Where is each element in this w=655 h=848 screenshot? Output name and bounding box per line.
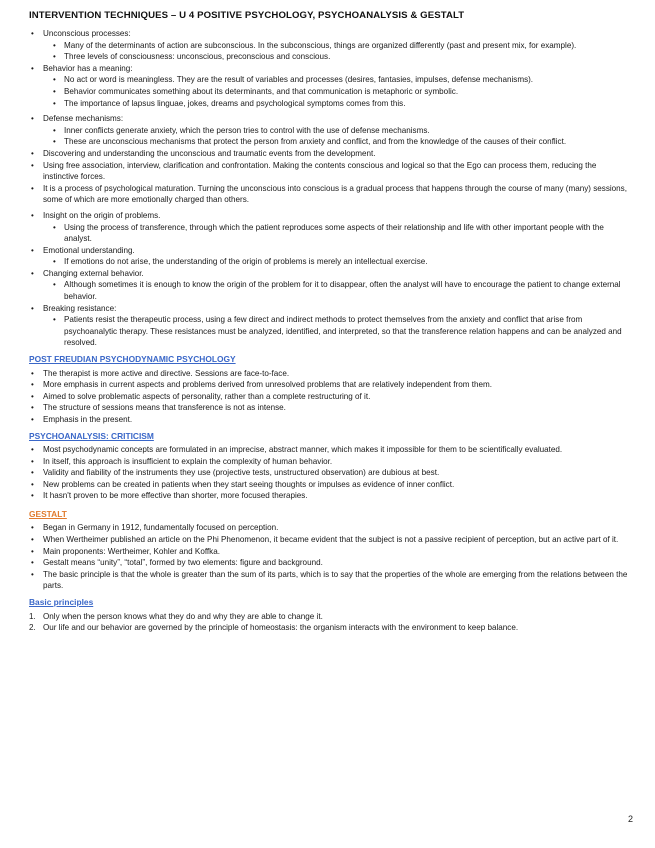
list-item: • Unconscious processes: • Many of the determinants of action are subconscious. In the subconscious, things are organized differently (past and present mix, for example). • Three levels of consciousness: unconscious, preconscious and conscious. <box>29 28 629 63</box>
list-item: • Validity and fiability of the instruments they use (projective tests, unstructured observation) are dubious at best. <box>29 467 629 479</box>
list-item: • When Wertheimer published an article on the Phi Phenomenon, it became evident that the subject is not a passive recipient of perception, but an active part of it. <box>29 534 629 546</box>
numbered-item <box>29 611 629 623</box>
sub-list-item: • Using the process of transference, through which the patient reproduces some aspects of their relationship and life with other important people with the analyst. <box>51 222 629 245</box>
sub-list-item: • No act or word is meaningless. They are the result of variables and processes (desires, fantasies, impulses, defense mechanisms). <box>51 74 629 86</box>
page-title: INTERVENTION TECHNIQUES – U 4 POSITIVE PSYCHOLOGY, PSYCHOANALYSIS & GESTALT <box>29 10 465 21</box>
list-item: • The structure of sessions means that transference is not as intense. <box>29 402 629 414</box>
document-page <box>29 10 629 634</box>
section-heading-post-freudian: POST FREUDIAN PSYCHODYNAMIC PSYCHOLOGY <box>29 354 236 365</box>
list-item: • Changing external behavior. • Although sometimes it is enough to know the origin of the problem for it to disappear, often the analyst will have to encourage the patient to change external behavior. <box>29 268 629 303</box>
list-item: • Main proponents: Wertheimer, Kohler and Koffka. <box>29 546 629 558</box>
sub-list-item: • Inner conflicts generate anxiety, which the person tries to control with the use of defense mechanisms. <box>51 125 629 137</box>
criticism-list <box>29 444 629 502</box>
list-item: • Breaking resistance: • Patients resist the therapeutic process, using a few direct and indirect methods to protect themselves from the anxiety and conflict that arise from psychoanalytic therapy. These resistances must be analyzed, identified, and interpreted, so that the transference relation happens and can be analyzed and resolved. <box>29 303 629 349</box>
list-item: • In itself, this approach is insufficient to explain the complexity of human behavior. <box>29 456 629 468</box>
item-number: 1. <box>29 611 36 621</box>
section-heading-criticism: PSYCHOANALYSIS: CRITICISM <box>29 430 154 441</box>
page-number: 2 <box>627 814 633 824</box>
list-item: • Insight on the origin of problems. • Using the process of transference, through which the patient reproduces some aspects of their relationship and life with other important people with the analyst. <box>29 210 629 245</box>
list-item: • Began in Germany in 1912, fundamentally focused on perception. <box>29 522 629 534</box>
list-item: • New problems can be created in patients when they start seeing thoughts or impulses as evidence of inner conflict. <box>29 479 629 491</box>
list-item: • Discovering and understanding the unconscious and traumatic events from the development. <box>29 148 629 160</box>
list-item: • Most psychodynamic concepts are formulated in an imprecise, abstract manner, which makes it impossible for them to be scientifically evaluated. <box>29 444 629 456</box>
sub-list-item: • If emotions do not arise, the understanding of the origin of problems is merely an intellectual exercise. <box>51 256 629 268</box>
sub-list-item: • Patients resist the therapeutic process, using a few direct and indirect methods to protect themselves from the anxiety and conflict that arise from psychoanalytic therapy. These resistances must be analyzed, identified, and interpreted, so that the transference relation happens and can be analyzed and resolved. <box>51 314 629 349</box>
basic-principles-list <box>29 611 629 634</box>
list-item: • Defense mechanisms: • Inner conflicts generate anxiety, which the person tries to control with the use of defense mechanisms. • These are unconscious mechanisms that protect the person from anxiety and conflict, and from the knowledge of the causes of their conflict. <box>29 113 629 148</box>
sub-list-item: • Although sometimes it is enough to know the origin of the problem for it to disappear, often the analyst will have to encourage the patient to change external behavior. <box>51 279 629 302</box>
sub-list-item: • Many of the determinants of action are subconscious. In the subconscious, things are organized differently (past and present mix, for example). <box>51 40 629 52</box>
list-item: • Using free association, interview, clarification and confrontation. Making the contents conscious and logical so that the Ego can process them, reducing the instinctive forces. <box>29 160 629 183</box>
sub-list-item: • Three levels of consciousness: unconscious, preconscious and conscious. <box>51 51 629 63</box>
sub-list-item: • These are unconscious mechanisms that protect the person from anxiety and conflict, and from the knowledge of the causes of their conflict. <box>51 136 629 148</box>
list-item: • It is a process of psychological maturation. Turning the unconscious into conscious is a gradual process that happens through the course of many (many) sessions, some of which are more emotionally charged than others. <box>29 183 629 206</box>
numbered-item <box>29 622 629 634</box>
list-item: • It hasn't proven to be more effective than shorter, more focused therapies. <box>29 490 629 502</box>
list-item: • The basic principle is that the whole is greater than the sum of its parts, which is to say that the properties of the whole are emerging from the relations between the parts. <box>29 569 629 592</box>
list-item: • More emphasis in current aspects and problems derived from unresolved problems that are relatively independent from them. <box>29 379 629 391</box>
section-heading-gestalt: GESTALT <box>29 508 67 519</box>
main-list <box>29 28 629 349</box>
item-text: Only when the person knows what they do and why they are able to change it. <box>43 611 323 621</box>
item-text: Our life and our behavior are governed by the principle of homeostasis: the organism interacts with the environment to keep balance. <box>43 623 519 633</box>
post-freudian-list <box>29 368 629 426</box>
list-item: • Aimed to solve problematic aspects of personality, rather than a complete restructuring of it. <box>29 391 629 403</box>
list-item: • Emotional understanding. • If emotions do not arise, the understanding of the origin of problems is merely an intellectual exercise. <box>29 245 629 268</box>
sub-list-item: • Behavior communicates something about its determinants, and that communication is metaphoric or symbolic. <box>51 86 629 98</box>
list-item: • Behavior has a meaning: • No act or word is meaningless. They are the result of variables and processes (desires, fantasies, impulses, defense mechanisms). • Behavior communicates something about its determinants, and that communication is metaphoric or symbolic. • The importance of lapsus linguae, jokes, dreams and psychological symptoms comes from this. <box>29 63 629 109</box>
list-item: • Gestalt means “unity”, “total”, formed by two elements: figure and background. <box>29 557 629 569</box>
list-item: • The therapist is more active and directive. Sessions are face-to-face. <box>29 368 629 380</box>
item-number: 2. <box>29 623 36 633</box>
section-heading-basic-principles: Basic principles <box>29 597 94 608</box>
list-item: • Emphasis in the present. <box>29 414 629 426</box>
sub-list-item: • The importance of lapsus linguae, jokes, dreams and psychological symptoms comes from this. <box>51 98 629 110</box>
gestalt-list <box>29 522 629 592</box>
